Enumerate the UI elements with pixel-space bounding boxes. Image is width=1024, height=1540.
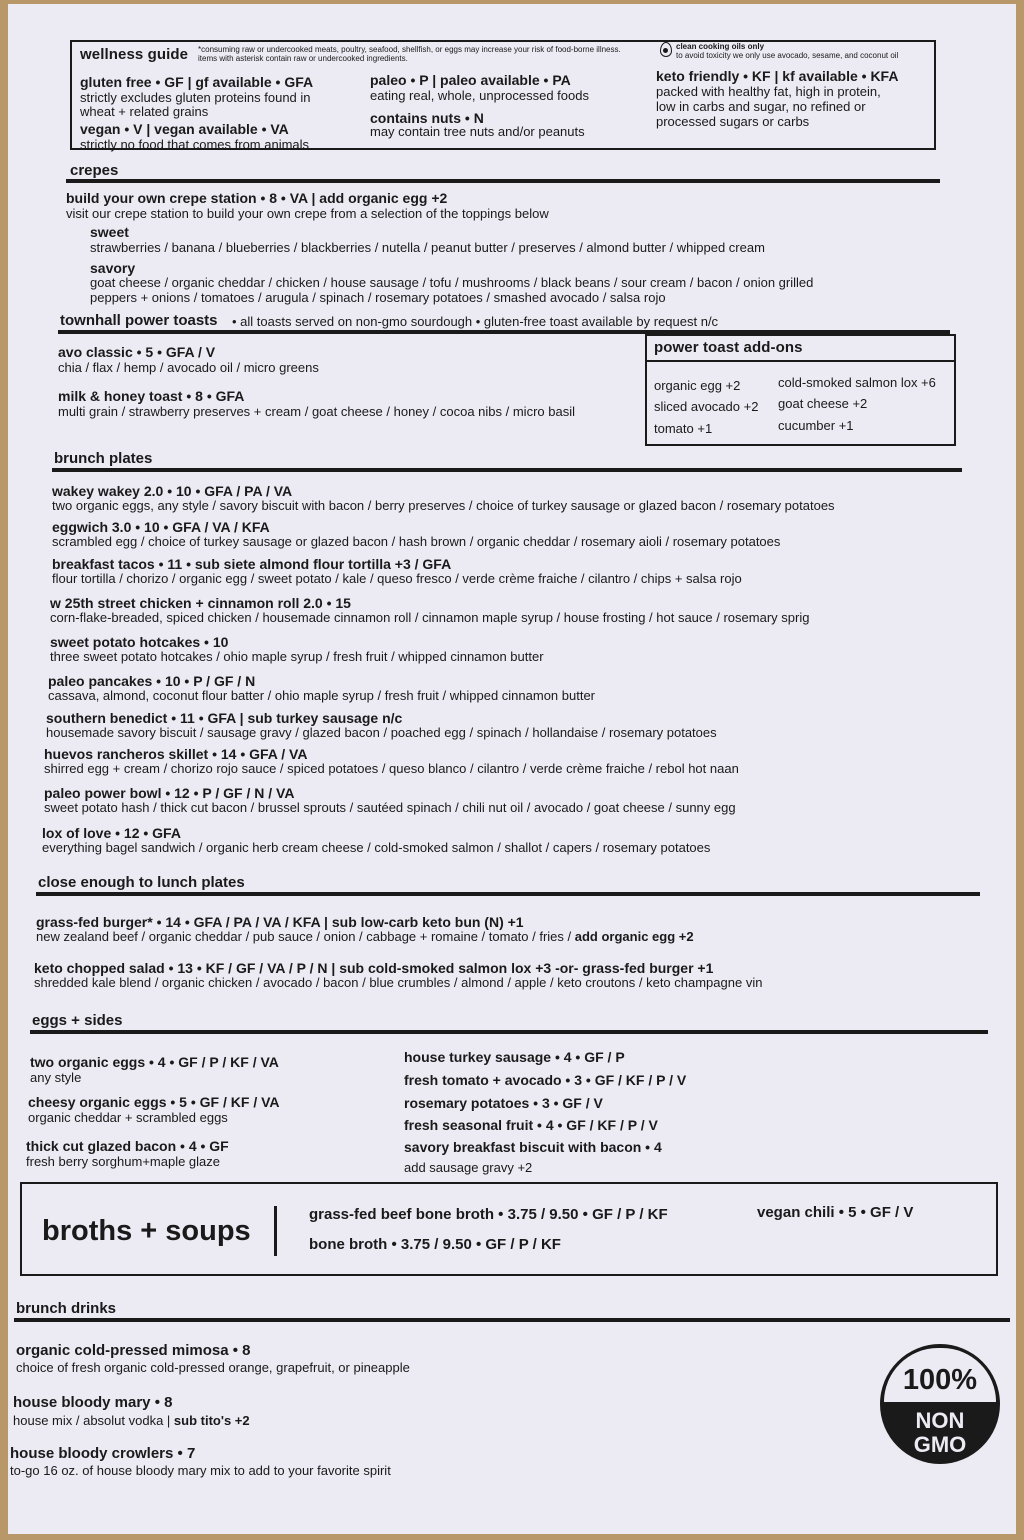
avocado-icon xyxy=(660,42,672,57)
avo-classic-item: avo classic • 5 • GFA / V xyxy=(58,344,216,360)
addon-item: cucumber +1 xyxy=(778,418,854,433)
addons-title: power toast add-ons xyxy=(654,339,803,356)
mimosa-item: organic cold-pressed mimosa • 8 xyxy=(16,1342,251,1359)
addon-item: organic egg +2 xyxy=(654,378,741,393)
bloody-mary-desc xyxy=(13,1413,250,1428)
crowlers-desc: to-go 16 oz. of house bloody mary mix to add to your favorite spirit xyxy=(10,1463,391,1478)
brunch-item-name: breakfast tacos • 11 • sub siete almond flour tortilla +3 / GFA xyxy=(52,556,452,572)
addon-item: sliced avocado +2 xyxy=(654,399,759,414)
broths-divider xyxy=(274,1206,277,1256)
milk-honey-item: milk & honey toast • 8 • GFA xyxy=(58,388,245,404)
brunch-item-desc: three sweet potato hotcakes / ohio maple syrup / fresh fruit / whipped cinnamon butter xyxy=(50,649,544,664)
addon-item: goat cheese +2 xyxy=(778,396,868,411)
brunch-item-desc: everything bagel sandwich / organic herb cream cheese / cold-smoked salmon / shallot / capers / rosemary potatoes xyxy=(42,840,711,855)
wellness-guide-title: wellness guide xyxy=(80,46,189,63)
gf-legend-title: gluten free • GF | gf available • GFA xyxy=(80,74,314,90)
broths-heading: broths + soups xyxy=(42,1215,251,1247)
brunch-heading: brunch plates xyxy=(54,450,153,467)
salad-item: keto chopped salad • 13 • KF / GF / VA / P / N | sub cold-smoked salmon lox +3 -or- grass-fed burger +1 xyxy=(34,960,714,976)
side-item-name: house turkey sausage • 4 • GF / P xyxy=(404,1049,625,1065)
non-gmo-pct: 100% xyxy=(902,1364,978,1396)
bloody-mary-desc-text: house mix / absolut vodka | xyxy=(13,1413,171,1428)
broth-item: bone broth • 3.75 / 9.50 • GF / P / KF xyxy=(309,1236,561,1253)
drinks-heading: brunch drinks xyxy=(16,1300,117,1317)
keto-legend-desc-2: low in carbs and sugar, no refined or xyxy=(656,99,866,114)
sides-heading: eggs + sides xyxy=(32,1012,123,1029)
brunch-item-name: paleo power bowl • 12 • P / GF / N / VA xyxy=(44,785,295,801)
vegan-legend-title: vegan • V | vegan available • VA xyxy=(80,121,289,137)
crepes-rule xyxy=(66,179,940,183)
brunch-item-desc: housemade savory biscuit / sausage gravy / glazed bacon / poached egg / spinach / hollandaise / rosemary potatoes xyxy=(46,725,717,740)
brunch-item-name: lox of love • 12 • GFA xyxy=(42,825,181,841)
lunch-heading: close enough to lunch plates xyxy=(38,874,245,891)
broth-item: vegan chili • 5 • GF / V xyxy=(757,1204,914,1221)
bloody-mary-item: house bloody mary • 8 xyxy=(13,1394,173,1411)
brunch-item-name: wakey wakey 2.0 • 10 • GFA / PA / VA xyxy=(52,483,293,499)
crepe-sweet-desc: strawberries / banana / blueberries / blackberries / nutella / peanut butter / preserves / almond butter / whipped cream xyxy=(90,240,765,255)
lunch-rule xyxy=(36,892,980,896)
brunch-item-desc: cassava, almond, coconut flour batter / ohio maple syrup / fresh fruit / whipped cinnamon butter xyxy=(48,688,596,703)
milk-honey-desc: multi grain / strawberry preserves + cream / goat cheese / honey / cocoa nibs / micro basil xyxy=(58,404,575,419)
addons-divider xyxy=(645,360,956,362)
clean-oils-desc: to avoid toxicity we only use avocado, sesame, and coconut oil xyxy=(676,51,899,60)
addon-item: cold-smoked salmon lox +6 xyxy=(778,375,936,390)
side-item-name: fresh seasonal fruit • 4 • GF / KF / P / V xyxy=(404,1117,658,1133)
brunch-item-desc: scrambled egg / choice of turkey sausage or glazed bacon / hash brown / organic cheddar / rosemary aioli / rosemary potatoes xyxy=(52,534,781,549)
burger-desc-text: new zealand beef / organic cheddar / pub sauce / onion / cabbage + romaine / tomato / fries / xyxy=(36,929,572,944)
sides-rule xyxy=(30,1030,988,1034)
paleo-legend-title: paleo • P | paleo available • PA xyxy=(370,72,571,88)
crepe-savory-label: savory xyxy=(90,260,136,276)
side-item-desc: any style xyxy=(30,1070,82,1085)
brunch-item-name: w 25th street chicken + cinnamon roll 2.0 • 15 xyxy=(50,595,351,611)
clean-oils-title: clean cooking oils only xyxy=(676,42,765,51)
burger-desc xyxy=(36,929,694,944)
burger-add-egg: add organic egg +2 xyxy=(574,929,694,944)
crepes-heading: crepes xyxy=(70,162,119,179)
brunch-item-name: paleo pancakes • 10 • P / GF / N xyxy=(48,673,256,689)
non-gmo-line1: NON xyxy=(915,1408,965,1433)
toasts-heading: townhall power toasts xyxy=(60,312,218,329)
non-gmo-badge xyxy=(880,1344,1000,1464)
nuts-legend-desc: may contain tree nuts and/or peanuts xyxy=(370,124,585,139)
salad-desc: shredded kale blend / organic chicken / avocado / bacon / blue crumbles / almond / apple / keto croutons / keto champagne vin xyxy=(34,975,763,990)
crepe-sweet-label: sweet xyxy=(90,224,129,240)
brunch-item-desc: sweet potato hash / thick cut bacon / brussel sprouts / sautéed spinach / chili nut oil / avocado / goat cheese / sunny egg xyxy=(44,800,736,815)
burger-item: grass-fed burger* • 14 • GFA / PA / VA / KFA | sub low-carb keto bun (N) +1 xyxy=(36,914,524,930)
side-item-name: cheesy organic eggs • 5 • GF / KF / VA xyxy=(28,1094,280,1110)
brunch-item-desc: flour tortilla / chorizo / organic egg / sweet potato / kale / queso fresco / verde crème fraiche / cilantro / chips + salsa rojo xyxy=(52,571,742,586)
crepe-station-item: build your own crepe station • 8 • VA | add organic egg +2 xyxy=(66,190,448,206)
toasts-heading-note: • all toasts served on non-gmo sourdough • gluten-free toast available by request n/c xyxy=(232,314,719,329)
brunch-item-desc: two organic eggs, any style / savory biscuit with bacon / berry preserves / choice of turkey sausage or glazed bacon / rosemary potatoes xyxy=(52,498,835,513)
side-item-name: fresh tomato + avocado • 3 • GF / KF / P / V xyxy=(404,1072,687,1088)
wellness-disclaimer-1: *consuming raw or undercooked meats, poultry, seafood, shellfish, or eggs may increase your risk of food-borne illness. xyxy=(198,45,621,54)
wellness-disclaimer-2: items with asterisk contain raw or undercooked ingredients. xyxy=(198,54,408,63)
side-item-name: savory breakfast biscuit with bacon • 4 xyxy=(404,1139,662,1155)
keto-legend-title: keto friendly • KF | kf available • KFA xyxy=(656,68,899,84)
avo-classic-desc: chia / flax / hemp / avocado oil / micro greens xyxy=(58,360,319,375)
crepe-savory-desc-1: goat cheese / organic cheddar / chicken / house sausage / tofu / mushrooms / black beans / sour cream / bacon / onion grilled xyxy=(90,275,814,290)
drinks-rule xyxy=(14,1318,1010,1322)
crepe-savory-desc-2: peppers + onions / tomatoes / arugula / spinach / rosemary potatoes / smashed avocado / salsa rojo xyxy=(90,290,666,305)
brunch-item-name: sweet potato hotcakes • 10 xyxy=(50,634,229,650)
vegan-legend-desc: strictly no food that comes from animals xyxy=(80,137,310,152)
paleo-legend-desc: eating real, whole, unprocessed foods xyxy=(370,88,589,103)
side-item-desc: add sausage gravy +2 xyxy=(404,1160,533,1175)
menu-sheet xyxy=(8,4,1016,1534)
gf-legend-desc-2: wheat + related grains xyxy=(80,104,209,119)
brunch-rule xyxy=(52,468,962,472)
brunch-item-name: eggwich 3.0 • 10 • GFA / VA / KFA xyxy=(52,519,270,535)
side-item-desc: organic cheddar + scrambled eggs xyxy=(28,1110,228,1125)
brunch-item-name: huevos rancheros skillet • 14 • GFA / VA xyxy=(44,746,308,762)
keto-legend-desc-1: packed with healthy fat, high in protein, xyxy=(656,84,881,99)
gf-legend-desc-1: strictly excludes gluten proteins found in xyxy=(80,90,311,105)
side-item-name: rosemary potatoes • 3 • GF / V xyxy=(404,1095,603,1111)
crowlers-item: house bloody crowlers • 7 xyxy=(10,1445,196,1462)
nuts-legend-title: contains nuts • N xyxy=(370,110,484,126)
crepe-station-desc: visit our crepe station to build your own crepe from a selection of the toppings below xyxy=(66,206,549,221)
brunch-item-name: southern benedict • 11 • GFA | sub turkey sausage n/c xyxy=(46,710,403,726)
side-item-name: two organic eggs • 4 • GF / P / KF / VA xyxy=(30,1054,279,1070)
brunch-item-desc: shirred egg + cream / chorizo rojo sauce / spiced potatoes / queso blanco / cilantro / verde crème fraiche / rebol hot naan xyxy=(44,761,739,776)
bloody-mary-sub: sub tito's +2 xyxy=(173,1413,250,1428)
brunch-item-desc: corn-flake-breaded, spiced chicken / housemade cinnamon roll / cinnamon maple syrup / house frosting / hot sauce / rosemary sprig xyxy=(50,610,810,625)
side-item-name: thick cut glazed bacon • 4 • GF xyxy=(26,1138,229,1154)
non-gmo-line2: GMO xyxy=(913,1432,967,1457)
side-item-desc: fresh berry sorghum+maple glaze xyxy=(26,1154,221,1169)
addon-item: tomato +1 xyxy=(654,421,713,436)
broth-item: grass-fed beef bone broth • 3.75 / 9.50 • GF / P / KF xyxy=(309,1206,668,1223)
keto-legend-desc-3: processed sugars or carbs xyxy=(656,114,810,129)
mimosa-desc: choice of fresh organic cold-pressed orange, grapefruit, or pineapple xyxy=(16,1360,410,1375)
